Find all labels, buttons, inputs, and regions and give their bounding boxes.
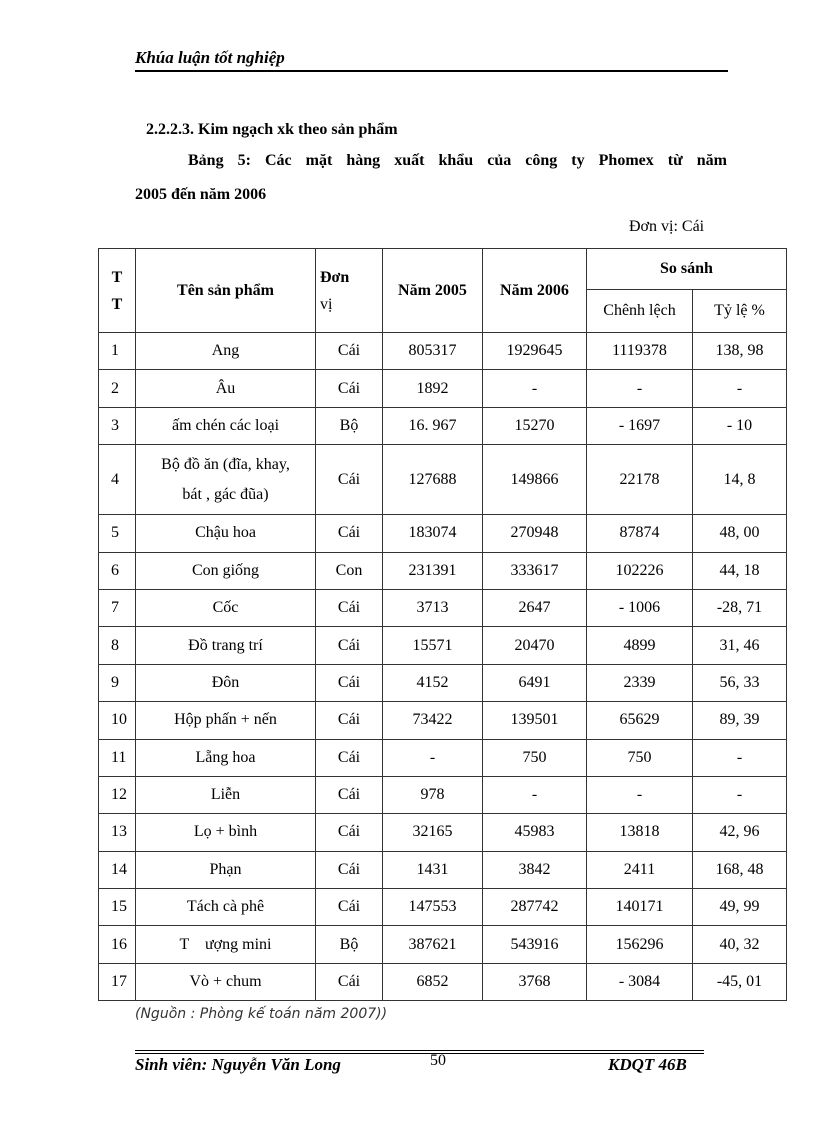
table-row [99, 776, 787, 813]
cell-unit: Cái [316, 739, 383, 776]
cell-year-2005: 15571 [383, 627, 483, 664]
table-row [99, 814, 787, 851]
cell-ratio: 49, 99 [693, 889, 787, 926]
cell-ratio: 44, 18 [693, 552, 787, 589]
cell-year-2005: 183074 [383, 515, 483, 552]
cell-year-2005: 805317 [383, 333, 483, 370]
footer-rule-top [135, 1050, 704, 1051]
cell-tt: 3 [99, 407, 136, 444]
cell-tt: 1 [99, 333, 136, 370]
cell-year-2005: 978 [383, 776, 483, 813]
table-row [99, 851, 787, 888]
cell-difference: - 1697 [587, 407, 693, 444]
table-row [99, 445, 787, 515]
page-number: 50 [430, 1052, 446, 1069]
cell-product-name: Lẵng hoa [136, 739, 316, 776]
cell-ratio: 89, 39 [693, 702, 787, 739]
cell-unit: Cái [316, 814, 383, 851]
cell-product-name: Con giống [136, 552, 316, 589]
cell-difference: - [587, 370, 693, 407]
cell-year-2006: 1929645 [483, 333, 587, 370]
table-row [99, 370, 787, 407]
cell-year-2006: 543916 [483, 926, 587, 963]
table-row [99, 589, 787, 626]
cell-tt: 2 [99, 370, 136, 407]
cell-product-name: Hộp phấn + nến [136, 702, 316, 739]
table-row [99, 407, 787, 444]
header-year-2005: Năm 2005 [383, 249, 483, 333]
header-product-name: Tên sản phẩm [136, 249, 316, 333]
cell-ratio: 138, 98 [693, 333, 787, 370]
cell-unit: Cái [316, 627, 383, 664]
footer-class-code: KDQT 46B [608, 1055, 687, 1074]
table-row [99, 963, 787, 1000]
cell-ratio: 31, 46 [693, 627, 787, 664]
cell-product-name: Phạn [136, 851, 316, 888]
footer-rule-bottom [135, 1053, 704, 1054]
table-row [99, 739, 787, 776]
cell-year-2006: 6491 [483, 664, 587, 701]
cell-year-2005: 231391 [383, 552, 483, 589]
cell-tt: 7 [99, 589, 136, 626]
cell-difference: - 3084 [587, 963, 693, 1000]
cell-unit: Cái [316, 776, 383, 813]
cell-year-2005: 387621 [383, 926, 483, 963]
table-row [99, 702, 787, 739]
cell-product-name [136, 445, 316, 515]
header-rule [135, 70, 728, 72]
cell-tt: 12 [99, 776, 136, 813]
cell-year-2005: 147553 [383, 889, 483, 926]
cell-product-name: T ượng mini [136, 926, 316, 963]
cell-ratio: -45, 01 [693, 963, 787, 1000]
cell-ratio: 168, 48 [693, 851, 787, 888]
cell-tt: 13 [99, 814, 136, 851]
source-note: (Nguồn : Phòng kế toán năm 2007)) [135, 1006, 388, 1022]
table-caption-line2: 2005 đến năm 2006 [135, 186, 267, 203]
cell-year-2005: 3713 [383, 589, 483, 626]
cell-tt: 17 [99, 963, 136, 1000]
cell-unit: Cái [316, 445, 383, 515]
cell-difference: 140171 [587, 889, 693, 926]
cell-unit: Cái [316, 589, 383, 626]
cell-difference: - [587, 776, 693, 813]
cell-difference: 13818 [587, 814, 693, 851]
cell-unit: Cái [316, 963, 383, 1000]
table-row [99, 627, 787, 664]
cell-year-2006: 333617 [483, 552, 587, 589]
header-tt-line2: T [111, 295, 123, 313]
cell-ratio: - 10 [693, 407, 787, 444]
header-tt-line1: T [111, 268, 123, 286]
cell-product-name-line: bát , gác đũa) [182, 485, 269, 503]
cell-unit: Con [316, 552, 383, 589]
cell-year-2005: 6852 [383, 963, 483, 1000]
cell-unit: Cái [316, 851, 383, 888]
cell-year-2005: 1431 [383, 851, 483, 888]
cell-unit: Bộ [316, 926, 383, 963]
header-unit-line2: vị [320, 295, 333, 313]
cell-difference: 1119378 [587, 333, 693, 370]
cell-difference: 2411 [587, 851, 693, 888]
cell-ratio: 40, 32 [693, 926, 787, 963]
cell-year-2006: - [483, 370, 587, 407]
cell-ratio: - [693, 739, 787, 776]
cell-product-name: Tách cà phê [136, 889, 316, 926]
header-unit [316, 249, 383, 333]
cell-year-2006: 15270 [483, 407, 587, 444]
cell-ratio: -28, 71 [693, 589, 787, 626]
cell-year-2006: 3842 [483, 851, 587, 888]
cell-year-2005: 73422 [383, 702, 483, 739]
header-tt [99, 249, 136, 333]
cell-year-2006: 3768 [483, 963, 587, 1000]
cell-product-name: Vò + chum [136, 963, 316, 1000]
export-products-table [98, 248, 787, 1001]
cell-unit: Cái [316, 515, 383, 552]
cell-ratio: 56, 33 [693, 664, 787, 701]
table-caption-line1: Bảng 5: Các mặt hàng xuất khẩu của công ty Phomex từ năm [188, 152, 727, 169]
header-year-2006: Năm 2006 [483, 249, 587, 333]
cell-year-2006: 287742 [483, 889, 587, 926]
table-row [99, 926, 787, 963]
cell-tt: 10 [99, 702, 136, 739]
cell-tt: 16 [99, 926, 136, 963]
cell-year-2006: 750 [483, 739, 587, 776]
header-ratio: Tỷ lệ % [693, 290, 787, 333]
cell-unit: Cái [316, 370, 383, 407]
cell-ratio: - [693, 370, 787, 407]
cell-difference: 87874 [587, 515, 693, 552]
cell-year-2005: 1892 [383, 370, 483, 407]
footer-student-name: Sinh viên: Nguyễn Văn Long [135, 1055, 341, 1074]
cell-difference: 102226 [587, 552, 693, 589]
table-body [99, 333, 787, 1001]
cell-year-2005: 4152 [383, 664, 483, 701]
cell-year-2006: 270948 [483, 515, 587, 552]
cell-product-name: Âu [136, 370, 316, 407]
cell-year-2006: 20470 [483, 627, 587, 664]
cell-year-2006: 45983 [483, 814, 587, 851]
cell-unit: Cái [316, 889, 383, 926]
cell-product-name: ấm chén các loại [136, 407, 316, 444]
header-difference: Chênh lệch [587, 290, 693, 333]
cell-product-name: Đồ trang trí [136, 627, 316, 664]
cell-difference: 22178 [587, 445, 693, 515]
cell-product-name: Chậu hoa [136, 515, 316, 552]
header-compare: So sánh [587, 249, 787, 290]
cell-tt: 6 [99, 552, 136, 589]
section-title: 2.2.2.3. Kim ngạch xk theo sản phẩm [146, 121, 398, 138]
cell-year-2005: 32165 [383, 814, 483, 851]
cell-year-2005: 16. 967 [383, 407, 483, 444]
table-row [99, 552, 787, 589]
unit-note: Đơn vị: Cái [629, 218, 705, 235]
cell-product-name: Cốc [136, 589, 316, 626]
table-row [99, 515, 787, 552]
cell-product-name: Đôn [136, 664, 316, 701]
cell-product-name-line: Bộ đồ ăn (đĩa, khay, [161, 455, 290, 473]
cell-ratio: 14, 8 [693, 445, 787, 515]
cell-ratio: - [693, 776, 787, 813]
cell-tt: 5 [99, 515, 136, 552]
cell-unit: Cái [316, 702, 383, 739]
cell-difference: 65629 [587, 702, 693, 739]
cell-ratio: 48, 00 [693, 515, 787, 552]
cell-difference: - 1006 [587, 589, 693, 626]
header-unit-line1: Đơn [320, 268, 350, 286]
cell-year-2006: 149866 [483, 445, 587, 515]
cell-unit: Bộ [316, 407, 383, 444]
cell-difference: 750 [587, 739, 693, 776]
cell-product-name: Liễn [136, 776, 316, 813]
cell-year-2006: - [483, 776, 587, 813]
table-row [99, 664, 787, 701]
cell-year-2005: 127688 [383, 445, 483, 515]
cell-tt: 4 [99, 445, 136, 515]
cell-tt: 14 [99, 851, 136, 888]
cell-tt: 8 [99, 627, 136, 664]
running-header: Khúa luận tốt nghiệp [135, 48, 285, 67]
cell-ratio: 42, 96 [693, 814, 787, 851]
cell-unit: Cái [316, 333, 383, 370]
cell-tt: 15 [99, 889, 136, 926]
cell-year-2006: 2647 [483, 589, 587, 626]
table-row [99, 889, 787, 926]
table-row [99, 333, 787, 370]
cell-year-2006: 139501 [483, 702, 587, 739]
cell-difference: 2339 [587, 664, 693, 701]
cell-difference: 156296 [587, 926, 693, 963]
cell-tt: 9 [99, 664, 136, 701]
cell-product-name: Ang [136, 333, 316, 370]
cell-year-2005: - [383, 739, 483, 776]
cell-unit: Cái [316, 664, 383, 701]
cell-product-name: Lọ + bình [136, 814, 316, 851]
cell-tt: 11 [99, 739, 136, 776]
cell-difference: 4899 [587, 627, 693, 664]
